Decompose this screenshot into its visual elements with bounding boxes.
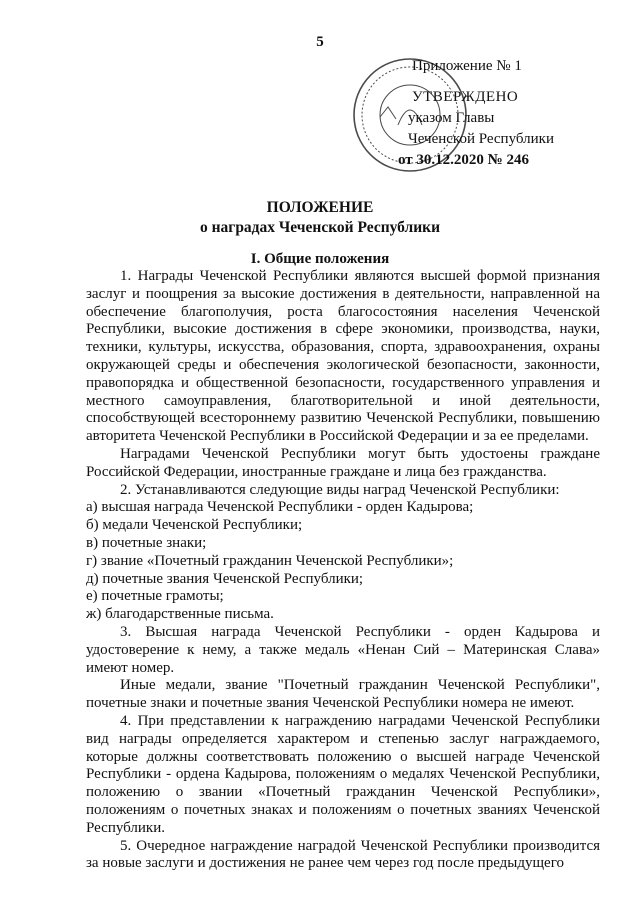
paragraph: 5. Очередное награждение наградой Чеченской Республики производится за новые заслуги и достижения не ранее чем через год после предыдущего [86,837,600,872]
page-number: 5 [316,34,324,50]
paragraph: 2. Устанавливаются следующие виды наград Чеченской Республики: [120,481,560,498]
list-item: г) звание «Почетный гражданин Чеченской Республики»; [86,552,454,569]
section-heading: I. Общие положения [250,251,390,267]
title-main: ПОЛОЖЕНИЕ [266,199,374,216]
appendix-label: Приложение № 1 [412,58,522,74]
list-item: а) высшая награда Чеченской Республики - орден Кадырова; [86,499,474,516]
paragraph: Наградами Чеченской Республики могут быть удостоены граждане Российской Федерации, иностранные граждане и лица без гражданства. [86,445,600,480]
approval-block [398,56,554,171]
document-body [86,268,600,873]
list-item: б) медали Чеченской Республики; [86,517,303,534]
approved-label: УТВЕРЖДЕНО [412,89,519,105]
list-item: е) почетные грамоты; [86,588,224,605]
list-item: д) почетные звания Чеченской Республики; [86,570,364,587]
decree-date-number: от 30.12.2020 № 246 [398,152,529,168]
decree-line1: указом Главы [408,110,495,126]
decree-line2: Чеченской Республики [408,131,554,147]
paragraph: 4. При представлении к награждению наградами Чеченской Республики вид награды определяется характером и степенью заслуг награждаемого, которые должны соответствовать положению о высшей награде Чеченской Республики - ордена Кадырова, положениям о медалях Чеченской Республики, положению о звании «Почетный гражданин Чеченской Республики», положениям о почетных знаках и положениям о почетных званиях Чеченской Республики. [86,712,600,836]
paragraph: 3. Высшая награда Чеченской Республики - орден Кадырова и удостоверение к нему, а также медаль «Ненан Сий – Материнская Слава» имеют номер. [86,623,600,676]
title-sub: о наградах Чеченской Республики [199,219,441,236]
paragraph: Иные медали, звание "Почетный гражданин Чеченской Республики", почетные знаки и почетные звания Чеченской Республики номера не имеют. [86,677,600,712]
list-item: в) почетные знаки; [86,534,207,551]
document-title [0,198,640,238]
paragraph: 1. Награды Чеченской Республики являются высшей формой признания заслуг и поощрения за высокие достижения в деятельности, направленной на обеспечение благополучия, роста благосостояния населения Чеченской Республики, высокие достижения в сфере экономики, производства, науки, техники, культуры, искусства, образования, спорта, здравоохранения, охраны окружающей среды и обеспечения экологической безопасности, законности, правопорядка и общественной безопасности, государственного управления и местного самоуправления, благотворительной и иной деятельности, способствующей всестороннему развитию Чеченской Республики, повышению авторитета Чеченской Республики в Российской Федерации и за ее пределами. [86,268,600,445]
list-item: ж) благодарственные письма. [86,606,274,623]
